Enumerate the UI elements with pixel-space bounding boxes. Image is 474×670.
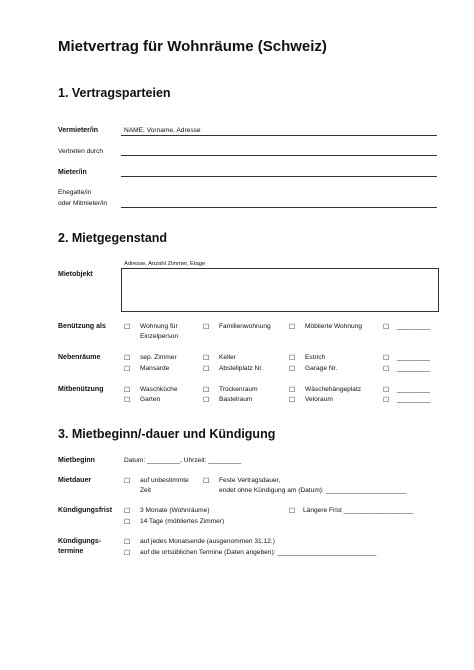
opt-waeschehaengeplatz: Wäschehängeplatz <box>305 386 362 393</box>
opt-nebenraeume-other-1: _________ <box>397 354 431 361</box>
opt-laengere-frist: Längere Frist ___________________ <box>303 507 414 514</box>
checkbox-veloraum[interactable]: ☐ <box>289 397 296 404</box>
opt-abstellplatz: Abstellplatz Nr. <box>219 365 263 372</box>
mietobjekt-hint: Adresse, Anzahl Zimmer, Etage <box>124 261 206 267</box>
ehegatte-field[interactable] <box>121 207 437 208</box>
vermieter-label: Vermieter/in <box>58 127 99 134</box>
ehegatte-label-line2: oder Mitmieter/in <box>58 200 108 207</box>
mietobjekt-field[interactable] <box>121 268 439 312</box>
opt-unbestimmte-line2: Zeit <box>140 487 151 494</box>
checkbox-nebenraeume-other-1[interactable]: ☐ <box>383 355 390 362</box>
opt-estrich: Estrich <box>305 354 326 361</box>
mietbeginn-field[interactable]: Datum: _________, Uhrzeit: _________ <box>124 457 242 464</box>
opt-familienwohnung: Familienwohnung <box>219 323 271 330</box>
ehegatte-label-line1: Ehegatte/in <box>58 189 92 196</box>
opt-feste-line2: endet ohne Kündigung am (Datum): ______________________ <box>219 487 407 494</box>
opt-benuetzung-other: _________ <box>397 323 431 330</box>
kuendigungstermine-label-line1: Kündigungs- <box>58 538 102 545</box>
vertreten-field[interactable] <box>121 155 437 156</box>
checkbox-wohnung-einzelperson[interactable]: ☐ <box>124 324 131 331</box>
opt-einzelperson: Einzelperson <box>140 333 179 340</box>
checkbox-familienwohnung[interactable]: ☐ <box>203 324 210 331</box>
opt-trockenraum: Trockenraum <box>219 386 258 393</box>
vertreten-label: Vertreten durch <box>58 148 104 155</box>
checkbox-ortsuebliche-termine[interactable]: ☐ <box>124 550 131 557</box>
checkbox-benuetzung-other[interactable]: ☐ <box>383 324 390 331</box>
opt-monatsende: auf jedes Monatsende (ausgenommen 31.12.) <box>140 538 275 545</box>
opt-garage: Garage Nr. <box>305 365 338 372</box>
checkbox-mitbenuetzung-other-2[interactable]: ☐ <box>383 397 390 404</box>
opt-nebenraeume-other-2: _________ <box>397 365 431 372</box>
kuendigungstermine-label-line2: termine <box>58 548 84 555</box>
checkbox-feste-vertragsdauer[interactable]: ☐ <box>203 478 210 485</box>
mietbeginn-label: Mietbeginn <box>58 457 95 464</box>
checkbox-monatsende[interactable]: ☐ <box>124 539 131 546</box>
nebenraeume-label: Nebenräume <box>58 354 101 361</box>
section-3-heading: 3. Mietbeginn/-dauer und Kündigung <box>58 427 276 441</box>
checkbox-estrich[interactable]: ☐ <box>289 355 296 362</box>
checkbox-moeblierte-wohnung[interactable]: ☐ <box>289 324 296 331</box>
opt-3-monate: 3 Monate (Wohnräume) <box>140 507 210 514</box>
mietdauer-label: Mietdauer <box>58 477 92 484</box>
checkbox-waeschehaengeplatz[interactable]: ☐ <box>289 387 296 394</box>
vermieter-field[interactable] <box>121 135 437 136</box>
section-2-heading: 2. Mietgegenstand <box>58 231 168 245</box>
checkbox-waschkueche[interactable]: ☐ <box>124 387 131 394</box>
mietobjekt-label: Mietobjekt <box>58 271 93 278</box>
opt-feste-line1: Feste Vertragsdauer, <box>219 477 281 484</box>
checkbox-3-monate[interactable]: ☐ <box>124 508 131 515</box>
checkbox-nebenraeume-other-2[interactable]: ☐ <box>383 366 390 373</box>
checkbox-14-tage[interactable]: ☐ <box>124 519 131 526</box>
opt-ortsuebliche-termine: auf die ortsüblichen Termine (Daten angeben): ___________________________ <box>140 549 377 556</box>
section-1-heading: 1. Vertragsparteien <box>58 86 171 100</box>
checkbox-abstellplatz[interactable]: ☐ <box>203 366 210 373</box>
checkbox-garage[interactable]: ☐ <box>289 366 296 373</box>
checkbox-sep-zimmer[interactable]: ☐ <box>124 355 131 362</box>
checkbox-laengere-frist[interactable]: ☐ <box>289 508 296 515</box>
opt-bastelraum: Bastelraum <box>219 396 253 403</box>
checkbox-mansarde[interactable]: ☐ <box>124 366 131 373</box>
mieter-label: Mieter/in <box>58 169 87 176</box>
kuendigungsfrist-label: Kündigungsfrist <box>58 507 113 514</box>
checkbox-keller[interactable]: ☐ <box>203 355 210 362</box>
opt-sep-zimmer: sep. Zimmer <box>140 354 177 361</box>
opt-mitbenuetzung-other-1: _________ <box>397 386 431 393</box>
opt-garten: Garten <box>140 396 161 403</box>
opt-14-tage: 14 Tage (möbliertes Zimmer) <box>140 518 225 525</box>
checkbox-trockenraum[interactable]: ☐ <box>203 387 210 394</box>
opt-veloraum: Veloraum <box>305 396 333 403</box>
checkbox-bastelraum[interactable]: ☐ <box>203 397 210 404</box>
mitbenuetzung-label: Mitbenützung <box>58 386 104 393</box>
opt-keller: Keller <box>219 354 236 361</box>
opt-mansarde: Mansarde <box>140 365 170 372</box>
document-title: Mietvertrag für Wohnräume (Schweiz) <box>58 38 327 55</box>
opt-unbestimmte-line1: auf unbestimmte <box>140 477 189 484</box>
opt-waschkueche: Waschküche <box>140 386 178 393</box>
vermieter-placeholder: NAME, Vorname, Adresse <box>124 127 201 134</box>
mieter-field[interactable] <box>121 176 437 177</box>
checkbox-mitbenuetzung-other-1[interactable]: ☐ <box>383 387 390 394</box>
benuetzung-label: Benützung als <box>58 323 106 330</box>
opt-mitbenuetzung-other-2: _________ <box>397 396 431 403</box>
opt-moeblierte-wohnung: Möblierte Wohnung <box>305 323 363 330</box>
checkbox-garten[interactable]: ☐ <box>124 397 131 404</box>
opt-wohnung-fuer: Wohnung für <box>140 323 178 330</box>
checkbox-unbestimmte-zeit[interactable]: ☐ <box>124 478 131 485</box>
